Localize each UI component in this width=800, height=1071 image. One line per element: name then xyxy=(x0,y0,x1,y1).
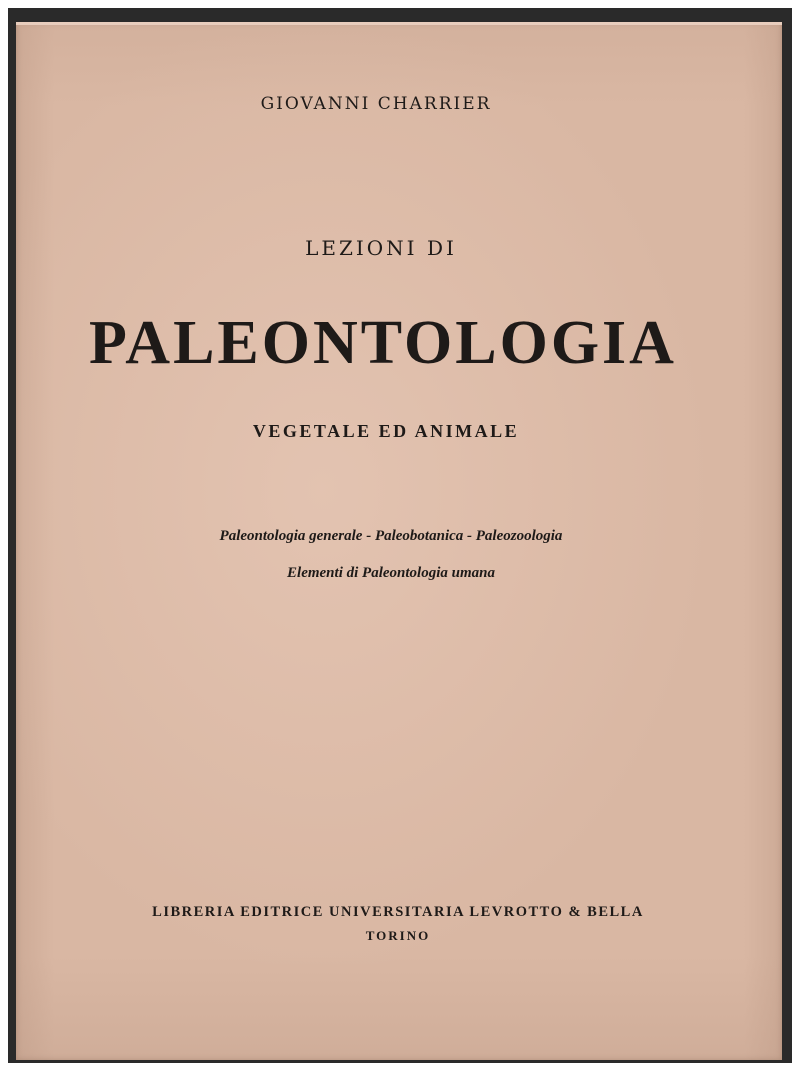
pre-title: LEZIONI DI xyxy=(305,236,457,260)
topics-line-1: Paleontologia generale - Paleobotanica - Paleozoologia xyxy=(219,528,563,544)
topics-line-2: Elementi di Paleontologia umana xyxy=(287,565,495,581)
publisher-name: LIBRERIA EDITRICE UNIVERSITARIA LEVROTTO & BELLA xyxy=(152,904,644,920)
publisher-city: TORINO xyxy=(365,928,431,943)
author-name: GIOVANNI CHARRIER xyxy=(260,94,492,114)
cover-top-edge xyxy=(16,22,782,25)
book-subtitle: VEGETALE ED ANIMALE xyxy=(252,421,520,441)
book-title: PALEONTOLOGIA xyxy=(89,309,677,377)
